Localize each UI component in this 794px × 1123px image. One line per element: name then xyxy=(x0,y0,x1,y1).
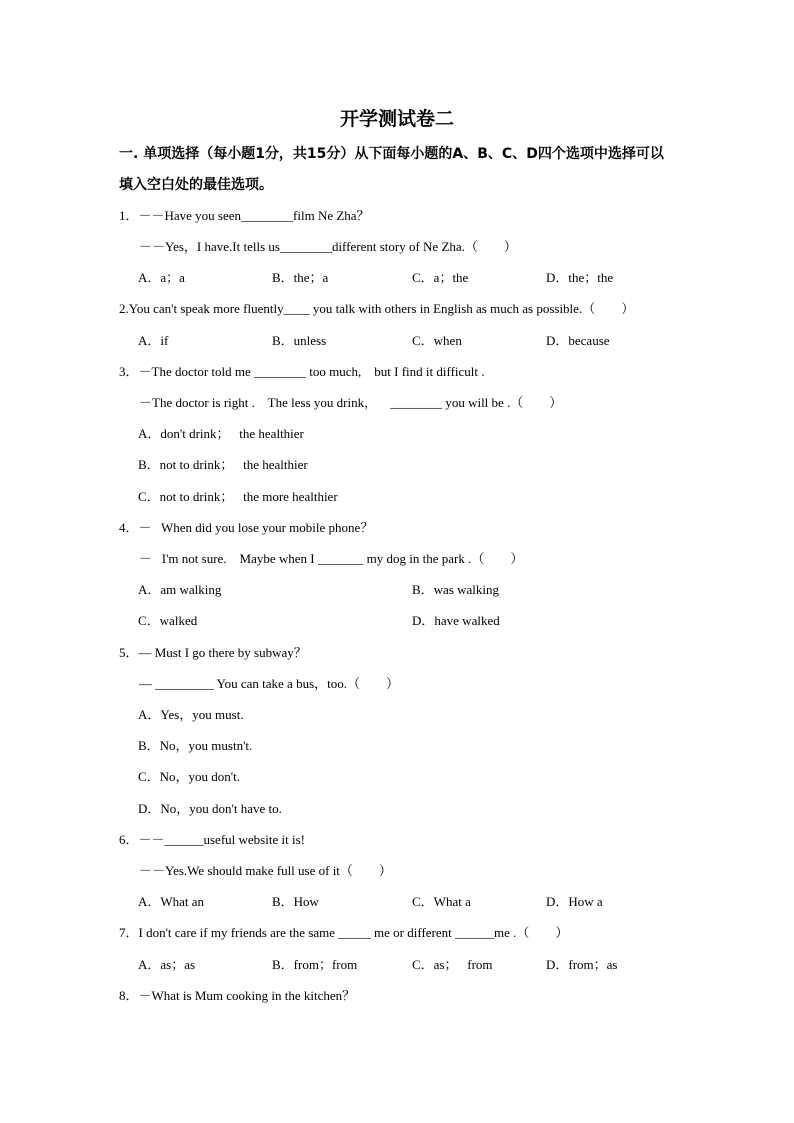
question-5-text: 5．— Must I go there by subway？ xyxy=(119,645,307,660)
question-5-option-c[interactable]: C．No，you don't. xyxy=(138,769,241,784)
question-7-text: 7．I don't care if my friends are the same _____ me or different ______me .（ ） xyxy=(119,925,569,940)
question-6-option-a[interactable]: A．What an xyxy=(138,894,205,909)
question-4-text: 4．－ When did you lose your mobile phone？ xyxy=(119,520,374,535)
question-7-option-d[interactable]: D．from；as xyxy=(546,957,618,972)
question-3-option-c[interactable]: C．not to drink； the more healthier xyxy=(138,489,338,504)
question-7-option-b[interactable]: B．from；from xyxy=(272,957,358,972)
question-6-option-c[interactable]: C．What a xyxy=(412,894,471,909)
question-5-option-b[interactable]: B．No，you mustn't. xyxy=(138,738,253,753)
question-4-reply: － I'm not sure. Maybe when I _______ my dog in the park .（ ） xyxy=(139,551,524,566)
question-6-option-b[interactable]: B．How xyxy=(272,894,319,909)
question-6-text: 6．－－______useful website it is! xyxy=(119,832,305,847)
question-2-option-d[interactable]: D．because xyxy=(546,333,610,348)
question-4-option-d[interactable]: D．have walked xyxy=(412,613,500,628)
question-2-option-c[interactable]: C．when xyxy=(412,333,462,348)
question-1-option-c[interactable]: C．a；the xyxy=(412,270,469,285)
question-3-text: 3．－The doctor told me ________ too much, but I find it difficult . xyxy=(119,364,485,379)
question-5-reply: — _________ You can take a bus，too.（ ） xyxy=(139,676,399,691)
question-7-option-a[interactable]: A．as；as xyxy=(138,957,196,972)
question-1-option-b[interactable]: B．the；a xyxy=(272,270,329,285)
question-2-option-a[interactable]: A．if xyxy=(138,333,169,348)
question-6-option-d[interactable]: D．How a xyxy=(546,894,603,909)
question-8-text: 8．－What is Mum cooking in the kitchen？ xyxy=(119,988,356,1003)
question-3-option-b[interactable]: B．not to drink； the healthier xyxy=(138,457,308,472)
question-1-reply: －－Yes，I have.It tells us________different story of Ne Zha.（ ） xyxy=(139,239,517,254)
question-6-reply: －－Yes.We should make full use of it（ ） xyxy=(139,863,392,878)
question-1-option-a[interactable]: A．a；a xyxy=(138,270,185,285)
question-2-text: 2.You can't speak more fluently____ you talk with others in English as much as possible.（ ） xyxy=(119,301,635,316)
question-4-option-c[interactable]: C．walked xyxy=(138,613,198,628)
question-3-reply: －The doctor is right . The less you drink， ________ you will be .（ ） xyxy=(139,395,563,410)
page-title: 开学测试卷二 xyxy=(339,108,454,130)
section-heading-line-1: 一. 单项选择（每小题1分，共15分）从下面每小题的A、B、C、D四个选项中选择可以 xyxy=(119,146,664,162)
question-3-option-a[interactable]: A．don't drink； the healthier xyxy=(138,426,304,441)
question-5-option-d[interactable]: D．No，you don't have to. xyxy=(138,801,282,816)
question-2-option-b[interactable]: B．unless xyxy=(272,333,327,348)
question-5-option-a[interactable]: A．Yes，you must. xyxy=(138,707,244,722)
question-4-option-a[interactable]: A．am walking xyxy=(138,582,222,597)
question-4-option-b[interactable]: B．was walking xyxy=(412,582,500,597)
section-heading-line-2: 填入空白处的最佳选项。 xyxy=(119,177,273,193)
question-1-option-d[interactable]: D．the；the xyxy=(546,270,614,285)
question-7-option-c[interactable]: C．as； from xyxy=(412,957,493,972)
question-1-text: 1．－－Have you seen________film Ne Zha？ xyxy=(119,208,370,223)
